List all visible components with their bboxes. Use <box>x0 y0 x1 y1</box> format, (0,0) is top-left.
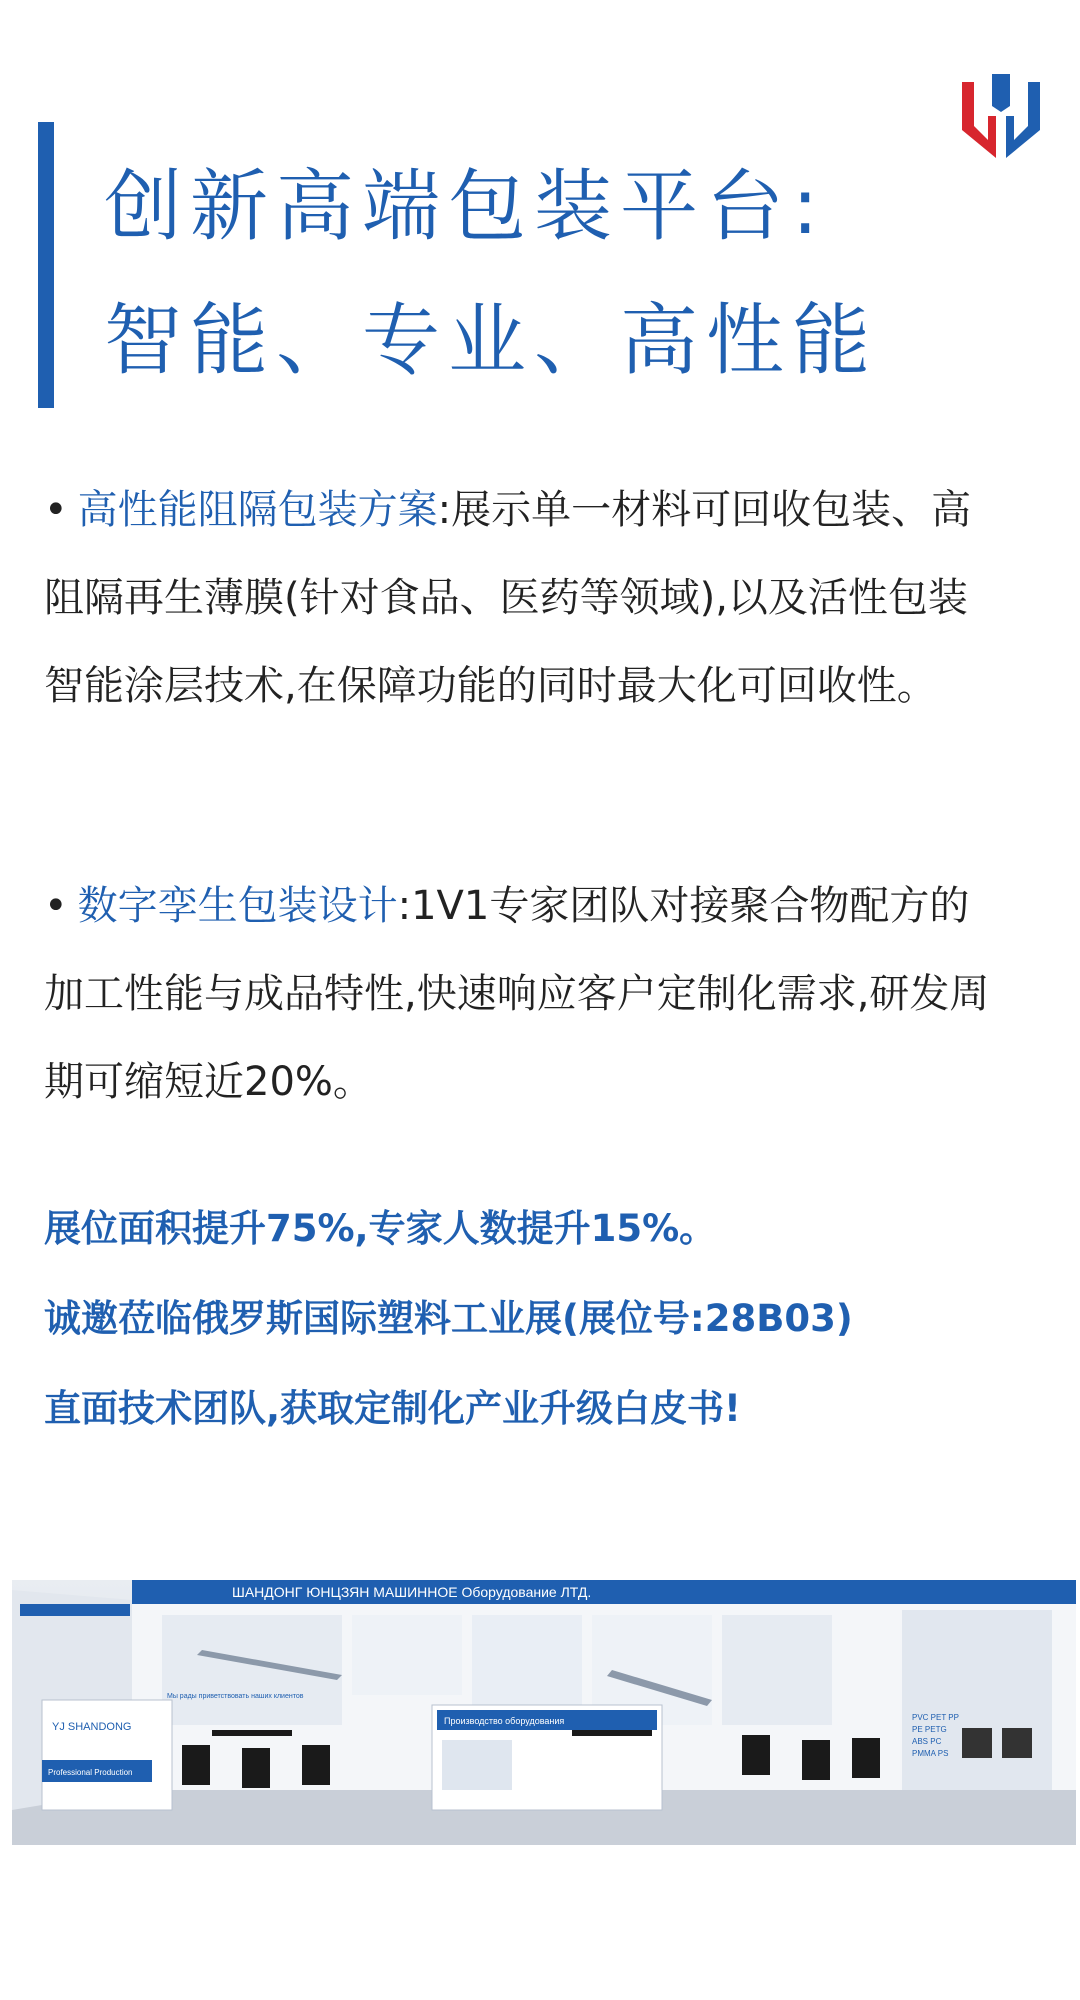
booth-side-code-2: PE PETG <box>912 1725 947 1734</box>
booth-side-code-3: ABS PC <box>912 1737 942 1746</box>
exhibition-booth-image <box>12 1580 1076 1845</box>
barrier-packaging-text: :展示单一材料可回收包装、高阻隔再生薄膜(针对食品、医药等领域),以及活性包装智能涂层技术,在保障功能的同时最大化可回收性。 <box>44 487 972 709</box>
booth-center-sign: Производство оборудования <box>444 1716 565 1726</box>
cta-line-1: 展位面积提升75%,专家人数提升15%。 <box>44 1207 717 1250</box>
bullet: • <box>44 883 68 929</box>
invitation-block <box>44 1184 1054 1454</box>
page-title <box>104 140 1004 408</box>
booth-side-code-4: PMMA PS <box>912 1749 949 1758</box>
booth-header-text: ШАНДОНГ ЮНЦЗЯН МАШИННОЕ Оборудование ЛТД. <box>232 1584 592 1600</box>
digital-twin-paragraph <box>44 862 1004 1126</box>
title-line-2: 智能、专业、高性能 <box>104 296 879 386</box>
cta-line-2: 诚邀莅临俄罗斯国际塑料工业展(展位号:28B03) <box>44 1297 853 1340</box>
booth-side-code-1: PVC PET PP <box>912 1713 959 1722</box>
booth-counter-brand: YJ SHANDONG <box>52 1721 132 1733</box>
bullet: • <box>44 487 68 533</box>
cta-line-3: 直面技术团队,获取定制化产业升级白皮书! <box>44 1387 741 1430</box>
booth-illustration <box>12 1580 1076 1845</box>
booth-left-banner: Мы рады приветствовать наших клиентов <box>167 1693 304 1700</box>
digital-twin-heading: 数字孪生包装设计 <box>77 883 398 929</box>
barrier-packaging-paragraph <box>44 466 1004 730</box>
title-line-1: 创新高端包装平台: <box>104 162 827 252</box>
digital-twin-text: :1V1专家团队对接聚合物配方的加工性能与成品特性,快速响应客户定制化需求,研发周期可缩短近20%。 <box>44 883 990 1105</box>
booth-counter-sub: Professional Production <box>48 1768 133 1777</box>
title-accent-bar <box>38 122 54 408</box>
barrier-packaging-heading: 高性能阻隔包装方案 <box>77 487 438 533</box>
